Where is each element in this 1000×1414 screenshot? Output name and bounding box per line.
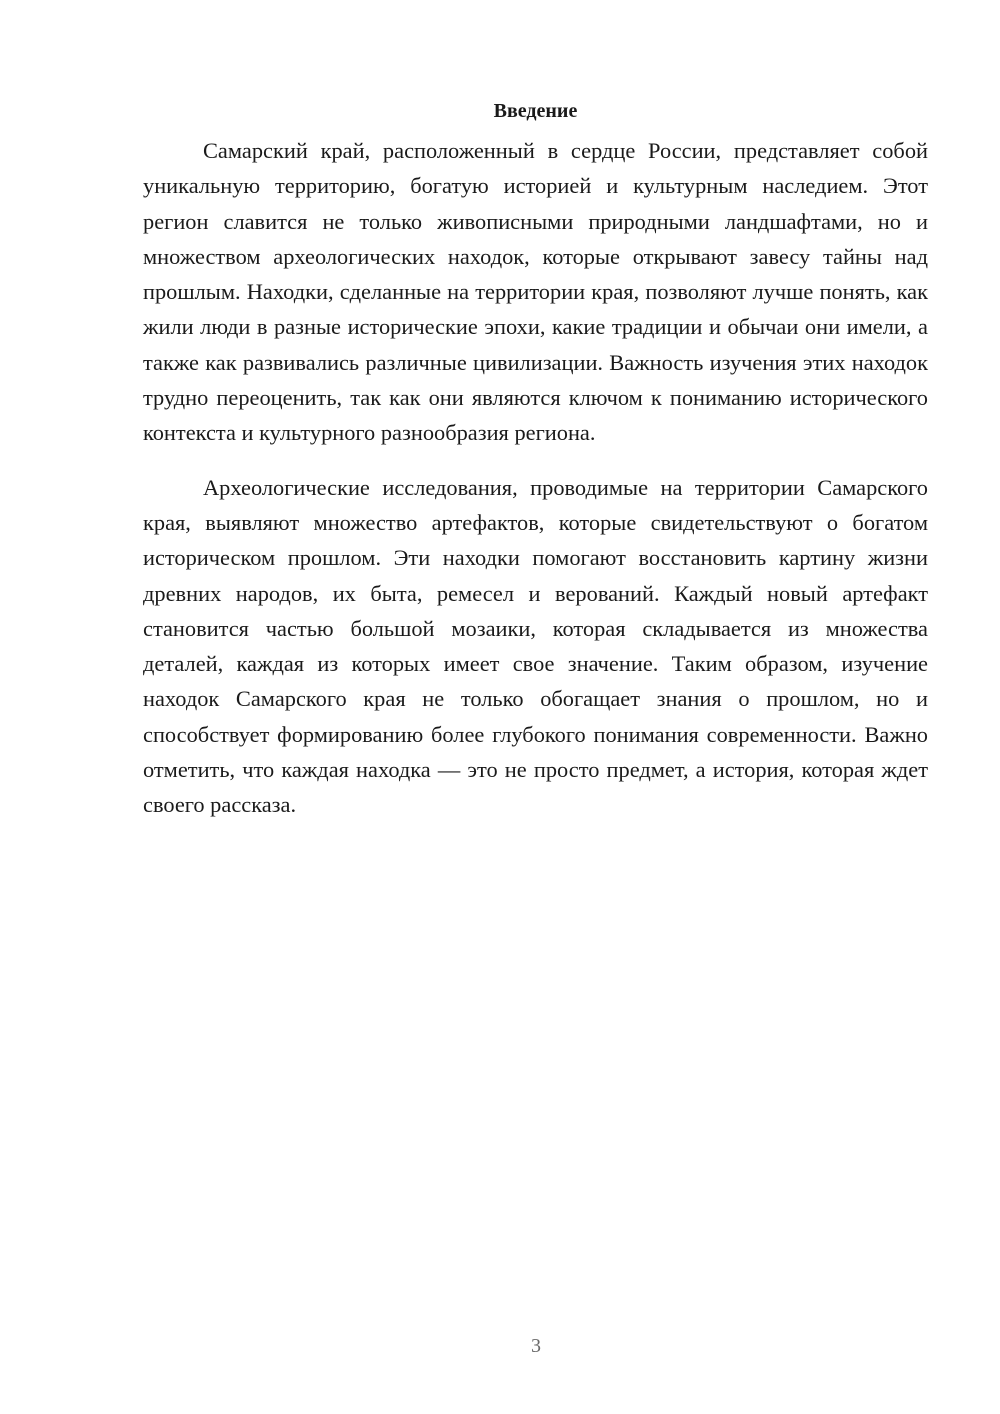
page-content xyxy=(143,93,928,823)
page-number: 3 xyxy=(531,1335,541,1357)
paragraph-research: Археологические исследования, проводимые на территории Самарского края, выявляют множество артефактов, которые свидетельствуют о богатом историческом прошлом. Эти находки помогают восстановить картину жизни древних народов, их быта, ремесел и верований. Каждый новый артефакт становится частью большой мозаики, которая складывается из множества деталей, каждая из которых имеет свое значение. Таким образом, изучение находок Самарского края не только обогащает знания о прошлом, но и способствует формированию более глубокого понимания современности. Важно отметить, что каждая находка — это не просто предмет, а история, которая ждет своего рассказа. xyxy=(143,474,928,818)
paragraph-intro: Самарский край, расположенный в сердце России, представляет собой уникальную территорию, богатую историей и культурным наследием. Этот регион славится не только живописными природными ландшафтами, но и множеством археологических находок, которые открывают завесу тайны над прошлым. Находки, сделанные на территории края, позволяют лучше понять, как жили люди в разные исторические эпохи, какие традиции и обычаи они имели, а также как развивались различные цивилизации. Важность изучения этих находок трудно переоценить, так как они являются ключом к пониманию исторического контекста и культурного разнообразия региона. xyxy=(143,138,928,446)
section-heading: Введение xyxy=(493,100,578,122)
